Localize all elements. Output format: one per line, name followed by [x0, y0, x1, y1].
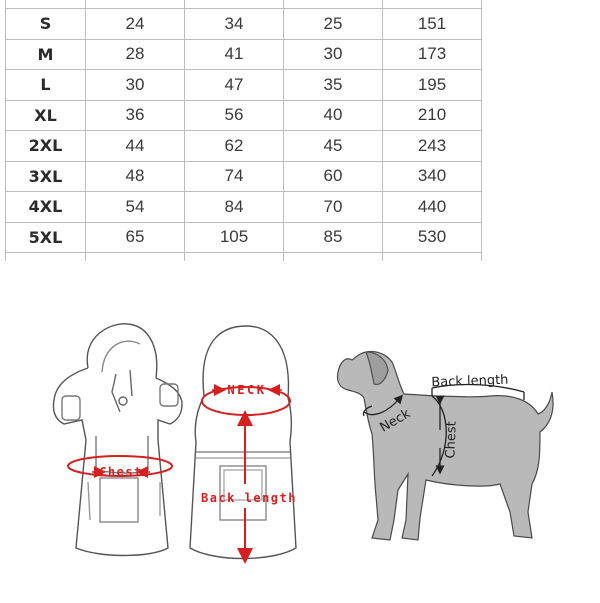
measure-cell: 25	[284, 9, 383, 40]
coat-front-chest-label: Chest	[99, 465, 143, 479]
measure-cell: 173	[383, 39, 482, 70]
measure-cell: 74	[185, 161, 284, 192]
measure-cell: 24	[86, 9, 185, 40]
dog-chest-label: Chest	[443, 421, 460, 459]
measure-cell: 41	[185, 39, 284, 70]
coat-back-back-length-label: Back length	[201, 491, 297, 505]
coat-front-sketch	[53, 324, 182, 556]
measure-cell: 40	[284, 100, 383, 131]
measure-cell: 84	[185, 192, 284, 223]
size-cell: XL	[6, 100, 86, 131]
measure-cell: 36	[86, 100, 185, 131]
measure-cell: 70	[284, 192, 383, 223]
measure-cell: 30	[284, 39, 383, 70]
measure-cell: 195	[383, 70, 482, 101]
measure-cell: 151	[383, 9, 482, 40]
measure-cell: 30	[86, 70, 185, 101]
measure-cell: 62	[185, 131, 284, 162]
dog-back-length-label: Back length	[431, 372, 509, 391]
measure-cell: 85	[284, 222, 383, 253]
measure-cell: 45	[284, 131, 383, 162]
measure-cell: 34	[185, 9, 284, 40]
measure-cell: 56	[185, 100, 284, 131]
size-cell: S	[6, 9, 86, 40]
size-cell: 4XL	[6, 192, 86, 223]
measure-cell: 440	[383, 192, 482, 223]
dog-neck-label: Neck	[377, 406, 414, 436]
size-cell: 2XL	[6, 131, 86, 162]
measure-cell: 65	[86, 222, 185, 253]
measure-cell: 28	[86, 39, 185, 70]
measure-cell: 35	[284, 70, 383, 101]
size-cell: 5XL	[6, 222, 86, 253]
measure-cell: 47	[185, 70, 284, 101]
measure-cell: 243	[383, 131, 482, 162]
measure-cell: 340	[383, 161, 482, 192]
size-cell: 3XL	[6, 161, 86, 192]
measure-cell: 210	[383, 100, 482, 131]
size-cell: M	[6, 39, 86, 70]
coat-back-neck-label: NECK	[227, 383, 267, 397]
measure-cell: 44	[86, 131, 185, 162]
measure-cell: 48	[86, 161, 185, 192]
measure-cell: 105	[185, 222, 284, 253]
measure-cell: 530	[383, 222, 482, 253]
size-cell: L	[6, 70, 86, 101]
measure-cell: 54	[86, 192, 185, 223]
measure-cell: 60	[284, 161, 383, 192]
coat-back-sketch	[190, 326, 296, 559]
